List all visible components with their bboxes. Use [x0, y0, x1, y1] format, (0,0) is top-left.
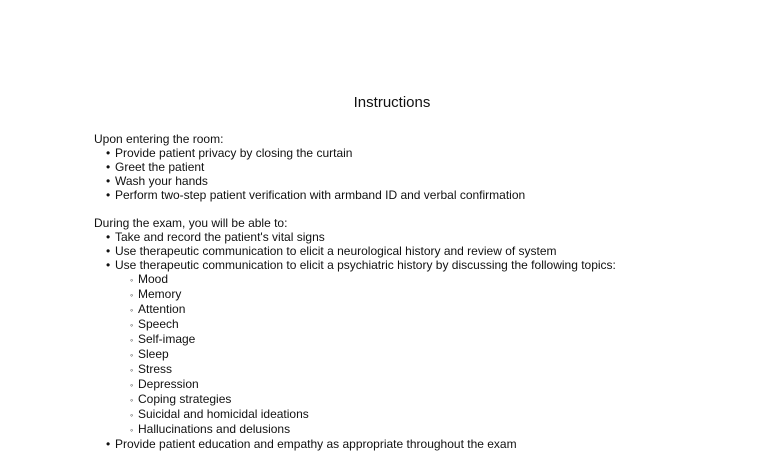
list-item: [94, 160, 525, 174]
list-item-text: Take and record the patient's vital signs: [115, 230, 325, 244]
topic-item: [94, 317, 616, 332]
hollow-bullet-icon: ◦: [130, 350, 134, 360]
hollow-bullet-icon: ◦: [130, 320, 134, 330]
topic-text: Sleep: [138, 347, 169, 361]
topic-text: Coping strategies: [138, 392, 232, 406]
hollow-bullet-icon: ◦: [130, 410, 134, 420]
topic-item: [94, 362, 616, 377]
bullet-icon: •: [106, 244, 111, 258]
bullet-icon: •: [106, 188, 111, 202]
topic-item: [94, 422, 616, 437]
list-item: [94, 146, 525, 160]
list-item-text: Wash your hands: [115, 174, 208, 188]
bullet-icon: •: [106, 258, 111, 272]
topic-text: Suicidal and homicidal ideations: [138, 407, 309, 421]
topic-item: [94, 287, 616, 302]
hollow-bullet-icon: ◦: [130, 395, 134, 405]
topic-text: Speech: [138, 317, 179, 331]
entry-list: [94, 146, 525, 202]
exam-list: [94, 230, 616, 451]
hollow-bullet-icon: ◦: [130, 275, 134, 285]
exam-heading: During the exam, you will be able to:: [94, 216, 288, 230]
bullet-icon: •: [106, 437, 111, 451]
topic-item: [94, 302, 616, 317]
topic-text: Attention: [138, 302, 186, 316]
topic-text: Mood: [138, 272, 169, 286]
entry-section: [94, 132, 525, 202]
list-item: [94, 258, 616, 272]
topic-item: [94, 407, 616, 422]
list-item-text: Provide patient education and empathy as appropriate throughout the exam: [115, 437, 517, 451]
topic-item: [94, 347, 616, 362]
list-item-text: Perform two-step patient verification with armband ID and verbal confirmation: [115, 188, 526, 202]
bullet-icon: •: [106, 160, 111, 174]
list-item: [94, 174, 525, 188]
list-item-text: Greet the patient: [115, 160, 205, 174]
exam-section: [94, 216, 616, 451]
hollow-bullet-icon: ◦: [130, 380, 134, 390]
list-item-text: Use therapeutic communication to elicit a neurological history and review of system: [115, 244, 557, 258]
hollow-bullet-icon: ◦: [130, 335, 134, 345]
bullet-icon: •: [106, 174, 111, 188]
bullet-icon: •: [106, 230, 111, 244]
hollow-bullet-icon: ◦: [130, 425, 134, 435]
topic-text: Stress: [138, 362, 173, 376]
page-title: Instructions: [353, 94, 431, 111]
bullet-icon: •: [106, 146, 111, 160]
list-item: [94, 244, 616, 258]
hollow-bullet-icon: ◦: [130, 305, 134, 315]
entry-heading: Upon entering the room:: [94, 132, 224, 146]
topic-item: [94, 377, 616, 392]
topic-text: Hallucinations and delusions: [138, 422, 291, 436]
topic-text: Self-image: [138, 332, 196, 346]
list-item-text: Provide patient privacy by closing the curtain: [115, 146, 353, 160]
topic-item: [94, 272, 616, 287]
list-item: [94, 188, 525, 202]
topic-item: [94, 332, 616, 347]
topic-text: Depression: [138, 377, 199, 391]
list-item: [94, 437, 616, 451]
hollow-bullet-icon: ◦: [130, 290, 134, 300]
topic-text: Memory: [138, 287, 182, 301]
list-item: [94, 230, 616, 244]
hollow-bullet-icon: ◦: [130, 365, 134, 375]
list-item-text: Use therapeutic communication to elicit a psychiatric history by discussing the following topics:: [115, 258, 616, 272]
topic-item: [94, 392, 616, 407]
